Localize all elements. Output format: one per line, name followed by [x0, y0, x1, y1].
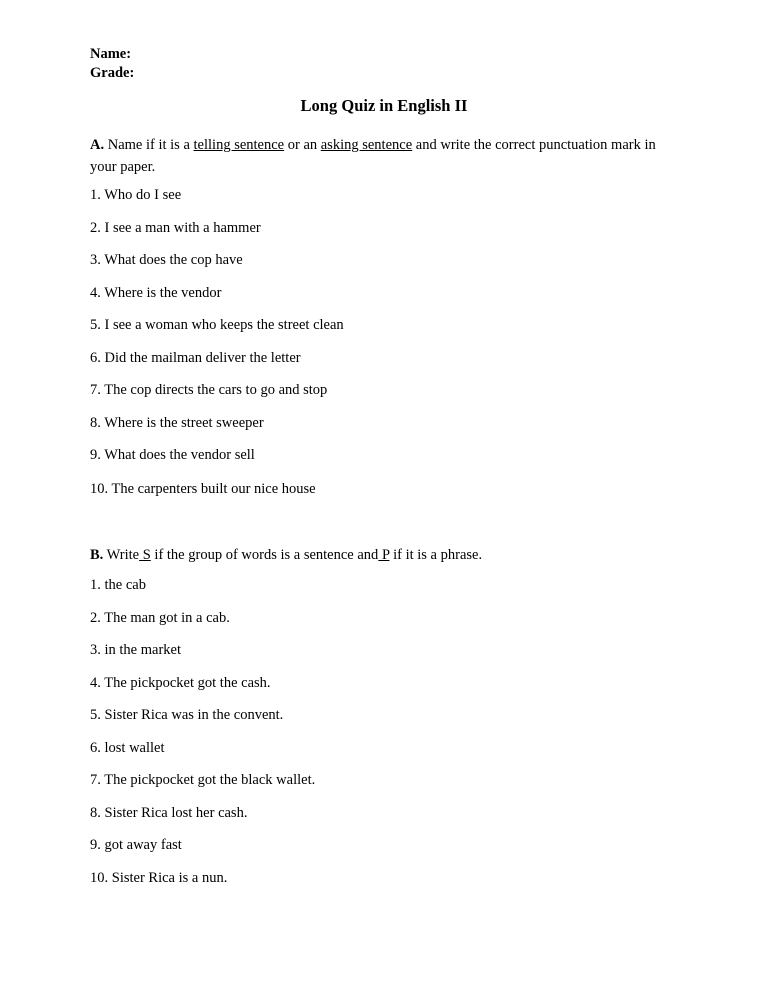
section-a-item: 7. The cop directs the cars to go and stop	[90, 382, 328, 398]
section-b-item: 2. The man got in a cab.	[90, 610, 230, 626]
section-a-item: 8. Where is the street sweeper	[90, 415, 264, 431]
section-b-item: 1. the cab	[90, 577, 146, 593]
sentence-mark-s: S	[139, 547, 151, 563]
grade-label: Grade:	[90, 65, 135, 81]
section-b-item: 7. The pickpocket got the black wallet.	[90, 772, 316, 788]
phrase-mark-p: P	[378, 547, 390, 563]
section-a-item: 4. Where is the vendor	[90, 285, 222, 301]
section-b-instr-3: if it is a phrase.	[389, 547, 483, 563]
section-a-instructions	[90, 134, 680, 178]
telling-sentence-term: telling sentence	[193, 137, 285, 153]
section-a-instr-1: Name if it is a	[104, 137, 194, 153]
section-a-item: 5. I see a woman who keeps the street clean	[90, 317, 344, 333]
section-a-item: 1. Who do I see	[90, 187, 182, 203]
page-title-text: Long Quiz in English II	[300, 96, 468, 115]
section-a-instr-3: and write the correct punctuation mark in your paper.	[90, 137, 656, 175]
section-a-item: 9. What does the vendor sell	[90, 447, 255, 463]
section-b-item: 8. Sister Rica lost her cash.	[90, 805, 248, 821]
section-b-item: 10. Sister Rica is a nun.	[90, 870, 228, 886]
section-b-instr-2: if the group of words is a sentence and	[150, 547, 379, 563]
section-b-letter: B.	[90, 547, 104, 563]
section-b-item: 9. got away fast	[90, 837, 182, 853]
page-title	[0, 96, 768, 116]
section-b-item: 5. Sister Rica was in the convent.	[90, 707, 284, 723]
section-b-item: 3. in the market	[90, 642, 182, 658]
asking-sentence-term: asking sentence	[320, 137, 413, 153]
section-a-item: 6. Did the mailman deliver the letter	[90, 350, 301, 366]
name-label: Name:	[90, 46, 132, 62]
section-b-instructions	[90, 544, 680, 566]
section-a-instr-2: or an	[284, 137, 321, 153]
section-a-letter: A.	[90, 137, 105, 153]
section-a-item: 10. The carpenters built our nice house	[90, 481, 316, 497]
section-b-item: 6. lost wallet	[90, 740, 165, 756]
section-a-item: 2. I see a man with a hammer	[90, 220, 261, 236]
section-b-item: 4. The pickpocket got the cash.	[90, 675, 271, 691]
section-a-item: 3. What does the cop have	[90, 252, 243, 268]
section-b-instr-1: Write	[103, 547, 140, 563]
